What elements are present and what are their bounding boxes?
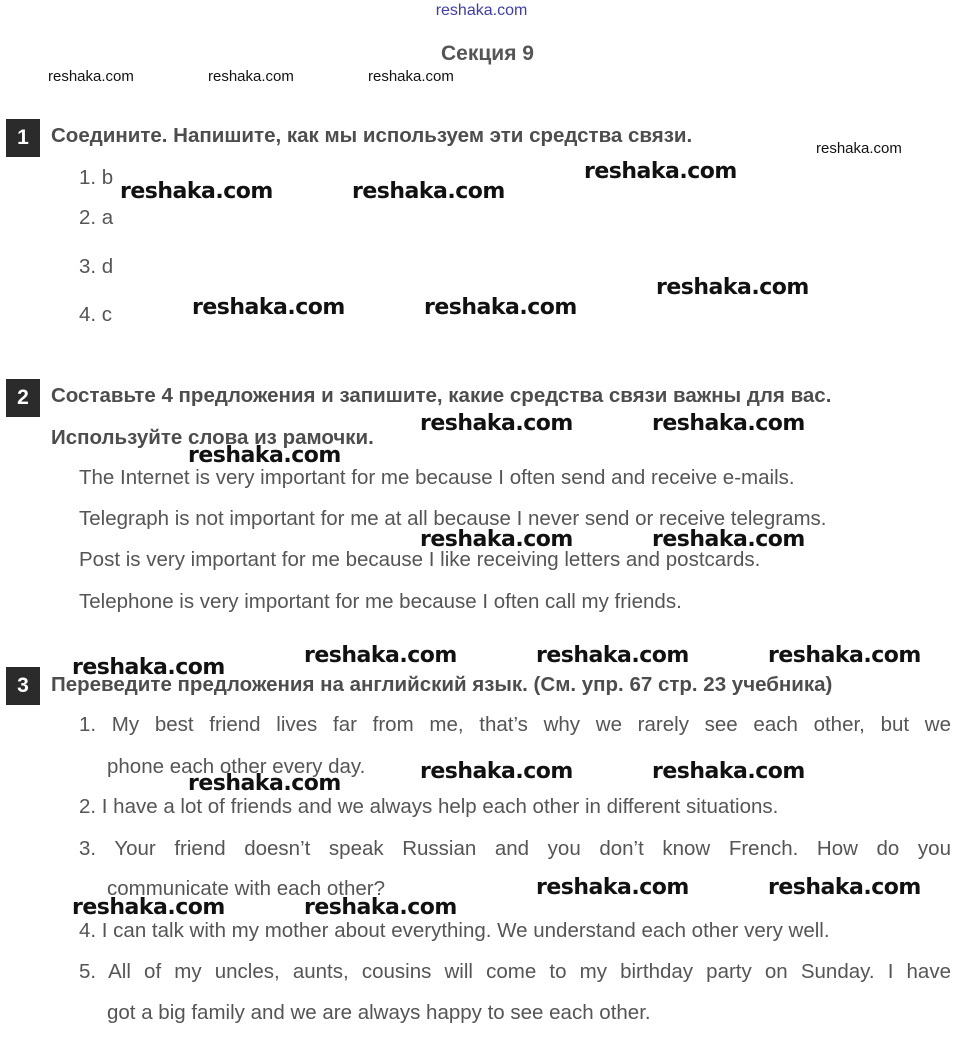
watermark: reshaka.com bbox=[72, 655, 225, 680]
watermark: reshaka.com bbox=[420, 411, 573, 436]
watermark: reshaka.com bbox=[652, 411, 805, 436]
watermark: reshaka.com bbox=[304, 643, 457, 668]
watermark: reshaka.com bbox=[584, 159, 737, 184]
watermark: reshaka.com bbox=[420, 527, 573, 552]
answer-line: 3. d bbox=[79, 255, 114, 278]
answer-line: Post is very important for me because I like receiving letters and postcards. bbox=[79, 548, 761, 571]
watermark: reshaka.com bbox=[72, 895, 225, 920]
watermark: reshaka.com bbox=[48, 68, 134, 85]
watermark: reshaka.com bbox=[368, 68, 454, 85]
answer-line: Telephone is very important for me because I often call my friends. bbox=[79, 590, 682, 613]
answer-line: The Internet is very important for me because I often send and receive e-mails. bbox=[79, 466, 795, 489]
watermark: reshaka.com bbox=[536, 643, 689, 668]
section-number-badge: 3 bbox=[6, 667, 40, 705]
watermark: reshaka.com bbox=[424, 295, 577, 320]
watermark: reshaka.com bbox=[192, 295, 345, 320]
watermark: reshaka.com bbox=[652, 759, 805, 784]
section-2-instruction-line1: Составьте 4 предложения и запишите, какие средства связи важны для вас. bbox=[51, 384, 832, 407]
sentence-line: phone each other every day. bbox=[107, 755, 366, 778]
watermark: reshaka.com bbox=[656, 275, 809, 300]
sentence-line: 2. I have a lot of friends and we always help each other in different situations. bbox=[79, 795, 779, 818]
section-1-instruction: Соедините. Напишите, как мы используем эти средства связи. bbox=[51, 124, 693, 147]
watermark: reshaka.com bbox=[420, 759, 573, 784]
answer-line: 2. a bbox=[79, 206, 114, 229]
watermark: reshaka.com bbox=[304, 895, 457, 920]
answer-line: 4. c bbox=[79, 303, 113, 326]
sentence-line: 4. I can talk with my mother about everything. We understand each other very well. bbox=[79, 919, 830, 942]
watermark: reshaka.com bbox=[768, 875, 921, 900]
section-number-badge: 1 bbox=[6, 119, 40, 157]
answer-line: Telegraph is not important for me at all because I never send or receive telegrams. bbox=[79, 507, 827, 530]
header-watermark[interactable]: reshaka.com bbox=[435, 2, 528, 19]
section-2-instruction-line2: Используйте слова из рамочки. bbox=[51, 426, 374, 449]
sentence-line: got a big family and we are always happy to see each other. bbox=[107, 1001, 651, 1024]
watermark: reshaka.com bbox=[652, 527, 805, 552]
sentence-line: 1. My best friend lives far from me, that’s why we rarely see each other, but we bbox=[79, 713, 951, 736]
section-3-instruction: Переведите предложения на английский язык. (См. упр. 67 стр. 23 учебника) bbox=[51, 673, 833, 696]
watermark: reshaka.com bbox=[120, 179, 273, 204]
watermark: reshaka.com bbox=[816, 140, 902, 157]
watermark: reshaka.com bbox=[208, 68, 294, 85]
page-title: Секция 9 bbox=[441, 42, 534, 65]
watermark: reshaka.com bbox=[188, 443, 341, 468]
sentence-line: communicate with each other? bbox=[107, 877, 386, 900]
sentence-line: 5. All of my uncles, aunts, cousins will come to my birthday party on Sunday. I have bbox=[79, 960, 951, 983]
answer-line: 1. b bbox=[79, 166, 114, 189]
section-number-badge: 2 bbox=[6, 379, 40, 417]
sentence-line: 3. Your friend doesn’t speak Russian and you don’t know French. How do you bbox=[79, 837, 951, 860]
watermark: reshaka.com bbox=[768, 643, 921, 668]
watermark: reshaka.com bbox=[536, 875, 689, 900]
watermark: reshaka.com bbox=[352, 179, 505, 204]
watermark: reshaka.com bbox=[188, 771, 341, 796]
